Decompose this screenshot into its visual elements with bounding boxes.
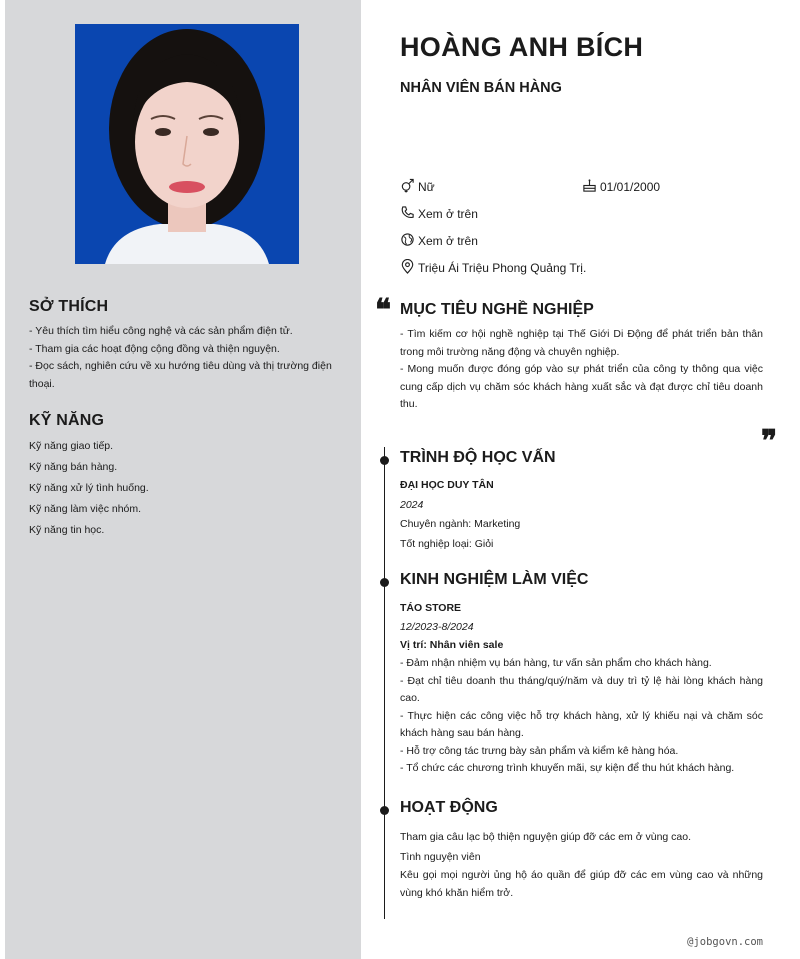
list-item: Kỹ năng xử lý tình huống. [29,482,149,494]
list-item: Tình nguyện viên [400,850,481,863]
list-item: Kỹ năng bán hàng. [29,461,118,473]
list-item: Kỹ năng giao tiếp. [29,440,114,452]
list-item: - Tham gia các hoạt động cộng đồng và thiện nguyện. [29,342,280,355]
profile-photo [75,24,299,264]
gender-info [400,178,435,196]
graduation-year: 2024 [400,498,424,511]
address-value: Triệu Ái Triệu Phong Quảng Trị. [418,261,587,275]
list-item: - Tìm kiếm cơ hội nghề nghiệp tại Thế Giới Di Động để phát triển bản thân trong môi trường năng động và chuyên nghiệp. [400,328,763,358]
phone-info [400,205,478,223]
activities-list [400,828,763,902]
job-title: NHÂN VIÊN BÁN HÀNG [400,80,562,96]
cake-icon [582,178,597,196]
experience-details [400,599,763,778]
list-item: Kỹ năng làm việc nhóm. [29,503,142,515]
timeline-dot [380,578,389,587]
list-item: - Đảm nhận nhiệm vụ bán hàng, tư vấn sản phẩm cho khách hàng. [400,657,712,669]
gender-value: Nữ [418,180,435,194]
grade: Tốt nghiệp loại: Giỏi [400,537,494,550]
list-item: - Mong muốn được đóng góp vào sự phát triển của công ty thông qua việc cung cấp dịch vụ chăm sóc khách hàng xuất sắc và đạt được chỉ tiêu doanh thu. [400,363,763,410]
major: Chuyên ngành: Marketing [400,518,521,530]
school-name: ĐẠI HỌC DUY TÂN [400,479,494,491]
phone-icon [400,205,415,223]
hobbies-title: SỞ THÍCH [29,298,109,315]
birthday-value: 01/01/2000 [600,180,661,194]
phone-value: Xem ở trên [418,207,478,221]
timeline-line [384,447,385,919]
list-item: - Đạt chỉ tiêu doanh thu tháng/quý/năm và duy trì tỷ lệ hài lòng khách hàng cao. [400,674,763,704]
birthday-info [582,178,660,196]
list-item: Kêu gọi mọi người ủng hộ áo quần để giúp đỡ các em vùng cao và những vùng khó khăn hiểm trở. [400,869,763,899]
website-info [400,232,478,250]
list-item: - Đọc sách, nghiên cứu về xu hướng tiêu dùng và thị trường điện thoại. [29,360,332,390]
position: Vị trí: Nhân viên sale [400,639,504,651]
open-quote-icon: ❝ [375,293,392,328]
list-item: - Thực hiện các công việc hỗ trợ khách hàng, xử lý khiếu nại và chăm sóc khách hàng sau bán hàng. [400,709,763,739]
objective-text [400,326,763,414]
activities-title: HOẠT ĐỘNG [400,799,498,816]
location-pin-icon [400,259,415,277]
watermark: @jobgovn.com [687,936,763,948]
timeline-dot [380,456,389,465]
skills-list [29,436,347,541]
work-period: 12/2023-8/2024 [400,620,474,633]
gender-icon [400,178,415,196]
hobbies-list [29,323,347,393]
skills-title: KỸ NĂNG [29,412,105,429]
list-item: Tham gia câu lạc bộ thiện nguyện giúp đỡ các em ở vùng cao. [400,831,692,843]
list-item: Kỹ năng tin học. [29,524,105,536]
company-name: TÁO STORE [400,602,462,614]
address-info [400,259,586,277]
timeline-dot [380,806,389,815]
experience-title: KINH NGHIỆM LÀM VIỆC [400,571,589,588]
list-item: - Yêu thích tìm hiểu công nghệ và các sản phẩm điện tử. [29,325,293,337]
experience-list [400,655,763,778]
close-quote-icon: ❞ [761,424,778,459]
full-name: HOÀNG ANH BÍCH [400,32,644,62]
website-value: Xem ở trên [418,234,478,248]
objective-title: MỤC TIÊU NGHỀ NGHIỆP [400,301,594,318]
education-details [400,476,763,554]
list-item: - Tổ chức các chương trình khuyến mãi, sự kiện để thu hút khách hàng. [400,762,735,774]
list-item: - Hỗ trợ công tác trưng bày sản phẩm và kiểm kê hàng hóa. [400,744,679,757]
globe-icon [400,232,415,250]
education-title: TRÌNH ĐỘ HỌC VẤN [400,449,556,466]
